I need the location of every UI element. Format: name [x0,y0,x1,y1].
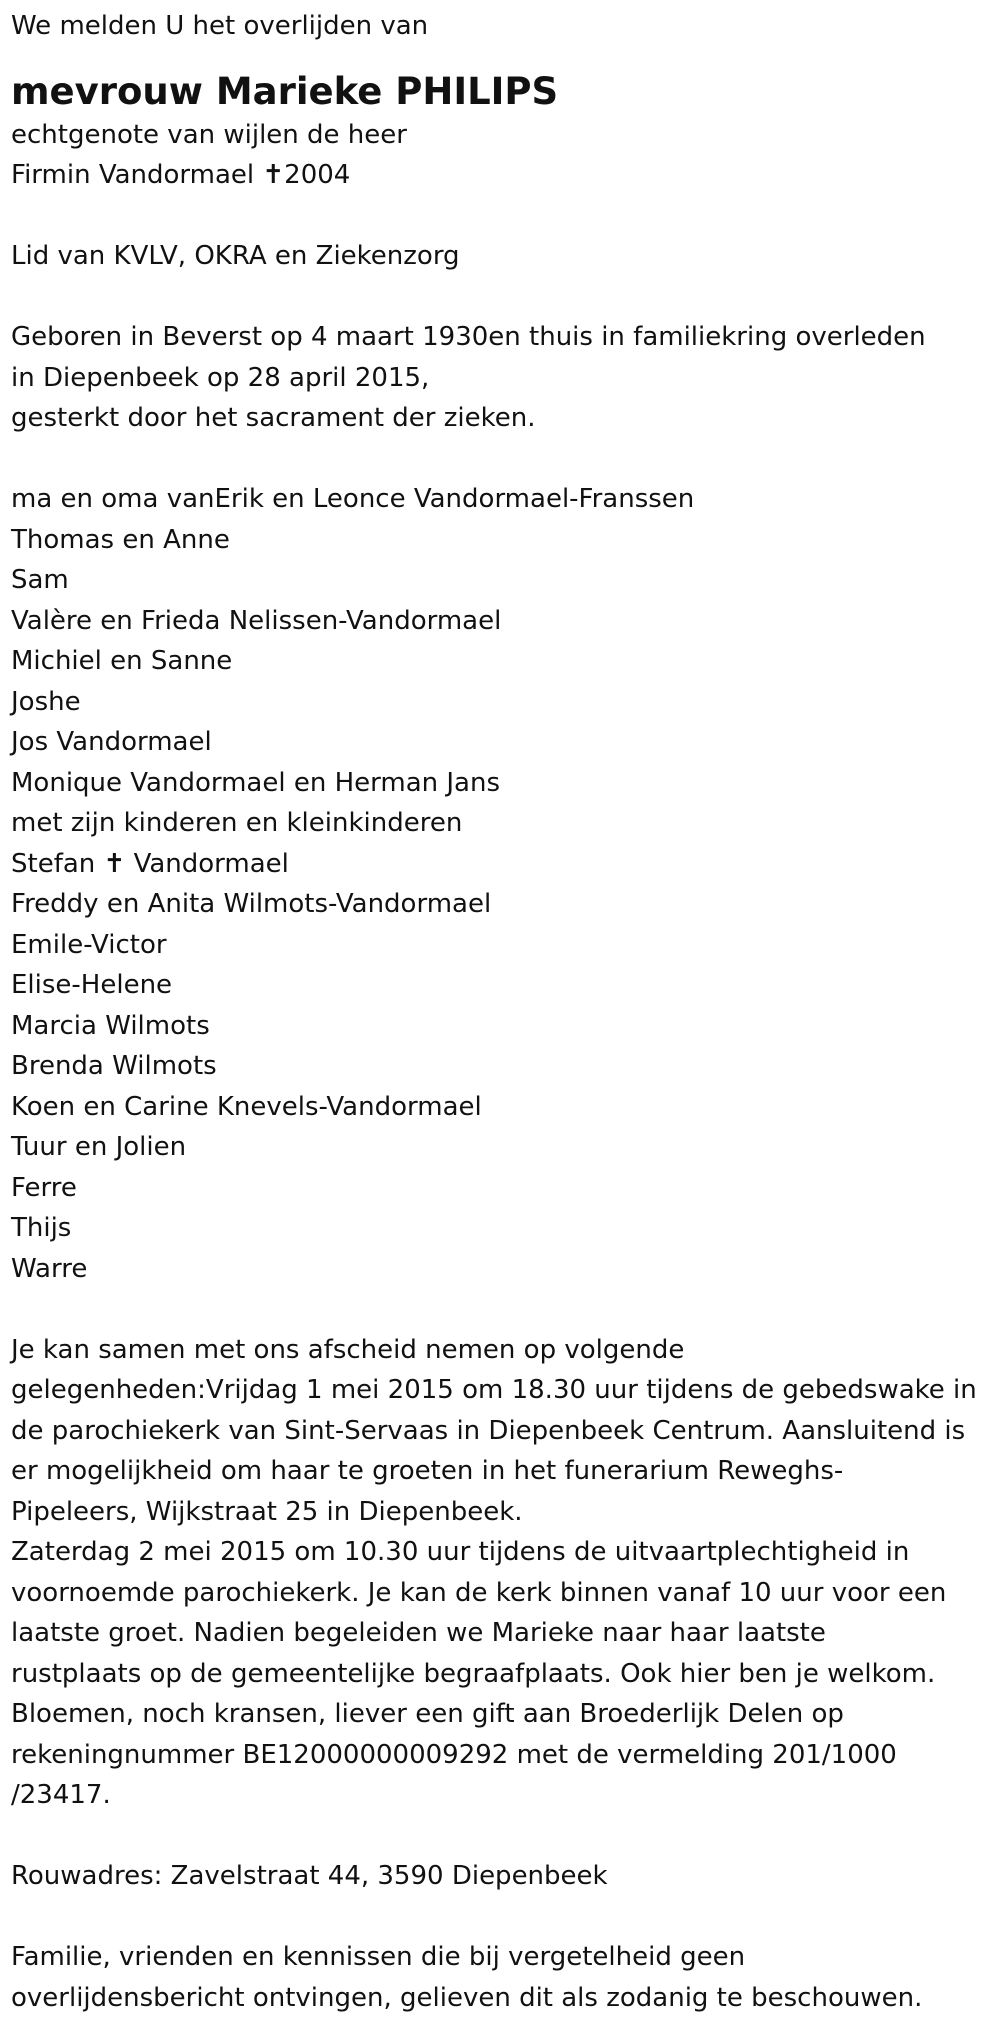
farewell-line: Pipeleers, Wijkstraat 25 in Diepenbeek. [11,1496,523,1527]
spacer [11,47,1000,69]
spacer [11,1816,1000,1857]
farewell-line: /23417. [11,1780,111,1810]
spacer [11,277,1000,318]
family-member: Joshe [11,686,81,717]
family-member: ma en oma vanErik en Leonce Vandormael-Franssen [11,484,695,514]
membership-text: Lid van KVLV, OKRA en Ziekenzorg [11,241,460,271]
family-member: Warre [11,1253,88,1284]
family-list [11,479,1000,1289]
farewell-line: er mogelijkheid om haar te groeten in het funerarium Reweghs- [11,1456,844,1486]
family-member: Jos Vandormael [11,727,212,757]
birth-death-line: Geboren in Beverst op 4 maart 1930en thuis in familiekring overleden [11,322,926,352]
farewell-line: gelegenheden:Vrijdag 1 mei 2015 om 18.30 uur tijdens de gebedswake in [11,1375,977,1405]
family-member: Valère en Frieda Nelissen-Vandormael [11,605,502,636]
family-member: Brenda Wilmots [11,1051,217,1081]
farewell-line: de parochiekerk van Sint-Servaas in Diepenbeek Centrum. Aansluitend is [11,1415,966,1446]
farewell-line: Je kan samen met ons afscheid nemen op volgende [11,1334,685,1365]
mourning-address: Rouwadres: Zavelstraat 44, 3590 Diepenbeek [11,1861,608,1891]
family-member: Stefan ✝ Vandormael [11,848,289,879]
family-member: met zijn kinderen en kleinkinderen [11,808,463,838]
intro-text: We melden U het overlijden van [11,11,429,41]
family-member: Elise-Helene [11,970,173,1000]
family-member: Ferre [11,1172,77,1203]
farewell-line: rustplaats op de gemeentelijke begraafplaats. Ook hier ben je welkom. [11,1658,936,1689]
birth-death-line: gesterkt door het sacrament der zieken. [11,403,536,433]
family-member: Michiel en Sanne [11,646,233,676]
farewell-line: laatste groet. Nadien begeleiden we Marieke naar haar laatste [11,1618,826,1648]
farewell-line: Zaterdag 2 mei 2015 om 10.30 uur tijdens de uitvaartplechtigheid in [11,1537,910,1567]
family-member: Thomas en Anne [11,524,230,555]
deceased-name: mevrouw Marieke PHILIPS [11,69,559,113]
family-member: Tuur en Jolien [11,1132,187,1162]
birth-death-line: in Diepenbeek op 28 april 2015, [11,362,430,393]
farewell-line: Bloemen, noch kransen, liever een gift aan Broederlijk Delen op [11,1699,844,1729]
family-member: Freddy en Anita Wilmots-Vandormael [11,889,492,919]
spacer [11,1289,1000,1330]
family-member: Thijs [11,1213,72,1243]
closing-line: overlijdensbericht ontvingen, gelieven dit als zodanig te beschouwen. [11,1982,923,2013]
family-member: Sam [11,565,69,595]
family-member: Emile-Victor [11,929,167,960]
spouse-line: echtgenote van wijlen de heer [11,119,407,150]
closing-line: Familie, vrienden en kennissen die bij vergetelheid geen [11,1942,746,1972]
farewell-paragraph [11,1330,1000,1816]
family-member: Koen en Carine Knevels-Vandormael [11,1091,482,1122]
spouse-line: Firmin Vandormael ✝2004 [11,160,351,190]
spacer [11,196,1000,237]
spacer [11,1897,1000,1938]
family-member: Monique Vandormael en Herman Jans [11,767,500,798]
farewell-line: rekeningnummer BE12000000009292 met de vermelding 201/1000 [11,1739,897,1770]
family-member: Marcia Wilmots [11,1010,210,1041]
farewell-line: voornoemde parochiekerk. Je kan de kerk binnen vanaf 10 uur voor een [11,1577,947,1608]
spacer [11,439,1000,480]
